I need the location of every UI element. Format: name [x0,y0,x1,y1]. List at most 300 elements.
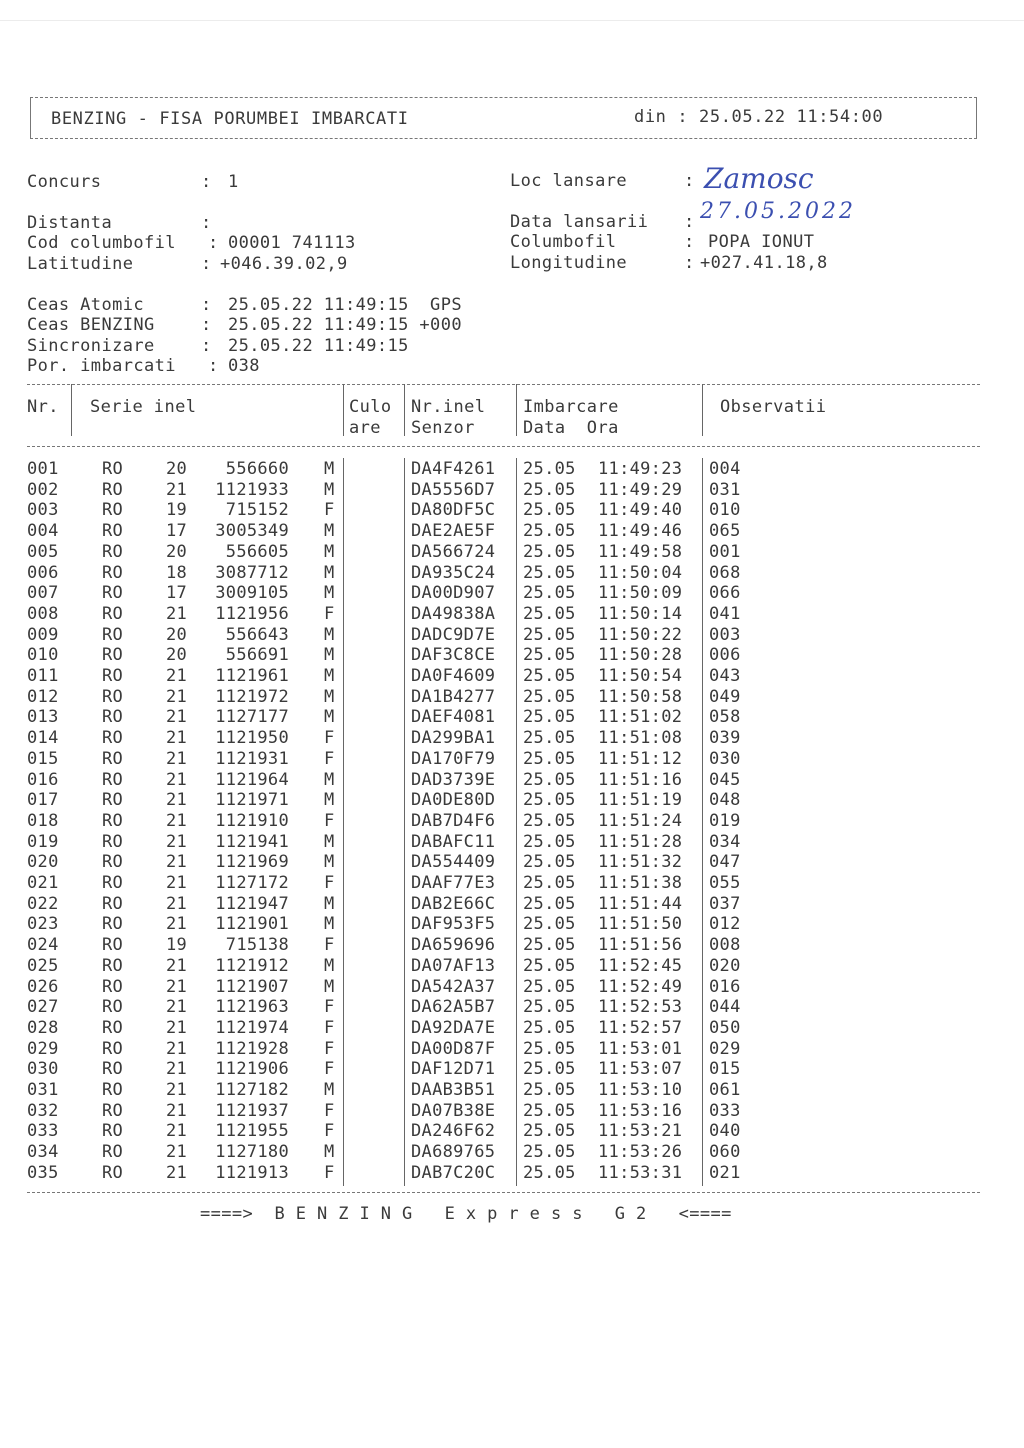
ring-number: 1121912 [215,955,289,976]
ring-year: 21 [166,955,188,976]
boarding-date: 25.05 [523,707,576,728]
boarding-time: 11:52:45 [598,955,683,976]
sensor-id: DA62A5B7 [411,997,496,1018]
sensor-id: DAB7D4F6 [411,810,496,831]
sensor-id: DA49838A [411,603,496,624]
boarding-date: 25.05 [523,645,576,666]
ring-country: RO [102,500,124,521]
ring-number: 1121928 [215,1038,289,1059]
ring-year: 21 [166,1080,188,1100]
ring-year: 21 [166,1038,188,1059]
boarding-time: 11:53:21 [598,1121,683,1142]
data-lansarii-colon: : [684,212,695,232]
observation: 008 [709,935,741,956]
longitudine-colon: : [684,253,695,273]
ring-country: RO [102,624,124,645]
boarding-date: 25.05 [523,1080,576,1100]
ring-year: 21 [166,1059,188,1080]
boarding-time: 11:51:12 [598,748,683,769]
ring-year: 21 [166,831,188,852]
boarding-date: 25.05 [523,1142,576,1163]
row-number: 018 [27,810,59,831]
boarding-date: 25.05 [523,935,576,956]
ring-year: 21 [166,914,188,935]
columbofil-value: POPA IONUT [708,232,815,252]
pigeon-sex: M [324,666,335,686]
ring-year: 21 [166,976,188,997]
report-header [30,97,977,139]
pigeon-sex: M [324,976,335,997]
boarding-date: 25.05 [523,583,576,604]
observation: 030 [709,748,741,769]
ring-year: 20 [166,645,188,666]
ring-year: 20 [166,459,188,479]
table-bottom-rule [27,1192,980,1193]
observation: 015 [709,1059,741,1080]
col-header-nrinel-2: Senzor [411,418,475,438]
boarding-time: 11:49:46 [598,521,683,542]
latitudine-label: Latitudine [27,254,134,274]
table-row [0,811,1024,832]
table-row [0,1101,1024,1122]
boarding-time: 11:50:58 [598,686,683,707]
pigeon-sex: F [324,748,335,769]
sensor-id: DAEF4081 [411,707,496,728]
observation: 049 [709,686,741,707]
ring-country: RO [102,976,124,997]
boarding-date: 25.05 [523,541,576,562]
col-divider-senzor [516,384,517,436]
table-row [0,1018,1024,1039]
pigeon-sex: F [324,873,335,893]
col-header-imbarcare-1: Imbarcare [523,397,619,417]
ring-number: 1127180 [215,1142,289,1163]
observation: 012 [709,914,741,935]
ring-number: 1121913 [215,1162,289,1183]
ring-number: 715138 [225,935,289,956]
scan-edge [0,20,1024,21]
ring-number: 556691 [225,645,289,666]
distanta-colon: : [201,213,212,233]
row-number: 019 [27,831,59,852]
row-number: 001 [27,459,59,479]
col-header-culoare-2: are [349,418,381,438]
table-row [0,625,1024,646]
table-top-rule [27,384,980,385]
observation: 044 [709,997,741,1018]
observation: 061 [709,1080,741,1100]
boarding-time: 11:51:24 [598,810,683,831]
ring-year: 21 [166,1142,188,1163]
sensor-id: DAAF77E3 [411,873,496,893]
table-row [0,832,1024,853]
row-number: 022 [27,893,59,914]
sensor-id: DAAB3B51 [411,1080,496,1100]
ring-number: 1121971 [215,790,289,811]
columbofil-label: Columbofil [510,232,617,252]
row-number: 002 [27,479,59,500]
ring-country: RO [102,479,124,500]
ring-number: 1121955 [215,1121,289,1142]
report-date-label: din : [634,107,689,127]
table-row [0,977,1024,998]
ring-number: 1121910 [215,810,289,831]
ring-number: 3087712 [215,562,289,583]
sensor-id: DA659696 [411,935,496,956]
ring-year: 19 [166,935,188,956]
ring-country: RO [102,645,124,666]
row-number: 009 [27,624,59,645]
ring-year: 20 [166,541,188,562]
row-number: 021 [27,873,59,893]
ring-country: RO [102,459,124,479]
ring-year: 21 [166,790,188,811]
row-number: 025 [27,955,59,976]
ring-year: 21 [166,686,188,707]
boarding-time: 11:53:31 [598,1162,683,1183]
boarding-date: 25.05 [523,810,576,831]
ring-year: 21 [166,748,188,769]
table-row [0,1080,1024,1101]
ring-number: 1127172 [215,873,289,893]
ring-number: 1121931 [215,748,289,769]
sensor-id: DADC9D7E [411,624,496,645]
observation: 016 [709,976,741,997]
boarding-date: 25.05 [523,479,576,500]
ring-year: 21 [166,479,188,500]
pigeon-sex: F [324,935,335,956]
pigeon-sex: M [324,645,335,666]
sensor-id: DA07B38E [411,1100,496,1121]
ring-country: RO [102,521,124,542]
table-row [0,1163,1024,1184]
col-header-serie: Serie inel [90,397,197,417]
sensor-id: DA935C24 [411,562,496,583]
row-number: 007 [27,583,59,604]
row-number: 024 [27,935,59,956]
boarding-time: 11:53:16 [598,1100,683,1121]
ring-country: RO [102,603,124,624]
report-date [634,107,883,127]
imbarcati-label: Por. imbarcati [27,356,176,376]
observation: 047 [709,852,741,873]
boarding-time: 11:50:22 [598,624,683,645]
ring-number: 1127177 [215,707,289,728]
row-number: 014 [27,728,59,749]
boarding-date: 25.05 [523,955,576,976]
boarding-date: 25.05 [523,1038,576,1059]
cod-columbofil-label: Cod columbofil [27,233,176,253]
row-number: 035 [27,1162,59,1183]
ring-country: RO [102,935,124,956]
boarding-date: 25.05 [523,666,576,686]
ceas-atomic-value: 25.05.22 11:49:15 GPS [228,295,462,315]
ring-year: 21 [166,1162,188,1183]
loc-lansare-value: Zamosc [704,162,814,195]
table-row [0,1059,1024,1080]
ring-number: 1121947 [215,893,289,914]
pigeon-sex: F [324,1038,335,1059]
table-row [0,542,1024,563]
sensor-id: DAF953F5 [411,914,496,935]
row-number: 008 [27,603,59,624]
sensor-id: DA689765 [411,1142,496,1163]
cod-columbofil-value: 00001 741113 [228,233,356,253]
pigeon-sex: M [324,769,335,790]
ring-number: 556643 [225,624,289,645]
col-divider-imbarcare [702,384,703,436]
pigeon-sex: F [324,728,335,749]
sincronizare-label: Sincronizare [27,336,155,356]
ring-number: 715152 [225,500,289,521]
table-row [0,894,1024,915]
data-lansarii-value: 27.05.2022 [700,199,856,224]
boarding-time: 11:51:56 [598,935,683,956]
observation: 055 [709,873,741,893]
pigeon-sex: M [324,479,335,500]
ring-year: 17 [166,583,188,604]
pigeon-sex: M [324,562,335,583]
ring-country: RO [102,769,124,790]
ring-number: 556605 [225,541,289,562]
pigeon-sex: M [324,1080,335,1100]
pigeon-sex: M [324,686,335,707]
pigeon-sex: M [324,852,335,873]
longitudine-value: +027.41.18,8 [700,253,828,273]
concurs-label: Concurs [27,172,102,192]
observation: 020 [709,955,741,976]
boarding-date: 25.05 [523,976,576,997]
observation: 019 [709,810,741,831]
pigeon-sex: M [324,624,335,645]
ring-country: RO [102,852,124,873]
observation: 001 [709,541,741,562]
pigeon-sex: M [324,583,335,604]
ring-year: 20 [166,624,188,645]
ring-number: 556660 [225,459,289,479]
ring-year: 19 [166,500,188,521]
boarding-date: 25.05 [523,728,576,749]
sensor-id: DAB7C20C [411,1162,496,1183]
boarding-time: 11:50:04 [598,562,683,583]
benzing-footer: ====> B E N Z I N G E x p r e s s G 2 <==== [200,1204,732,1224]
row-number: 028 [27,1017,59,1038]
ring-country: RO [102,686,124,707]
sensor-id: DA80DF5C [411,500,496,521]
observation: 003 [709,624,741,645]
row-number: 020 [27,852,59,873]
boarding-date: 25.05 [523,1162,576,1183]
pigeon-sex: F [324,1100,335,1121]
observation: 004 [709,459,741,479]
observation: 041 [709,603,741,624]
col-divider-nr [71,384,72,436]
ceas-atomic-label: Ceas Atomic [27,295,144,315]
table-row [0,770,1024,791]
ring-number: 1121969 [215,852,289,873]
row-number: 029 [27,1038,59,1059]
ring-number: 3005349 [215,521,289,542]
ring-year: 21 [166,728,188,749]
boarding-time: 11:53:26 [598,1142,683,1163]
col-header-nr: Nr. [27,397,59,417]
table-row [0,1121,1024,1142]
boarding-date: 25.05 [523,831,576,852]
ring-country: RO [102,893,124,914]
boarding-date: 25.05 [523,790,576,811]
ring-year: 17 [166,521,188,542]
ring-year: 21 [166,810,188,831]
observation: 045 [709,769,741,790]
boarding-date: 25.05 [523,603,576,624]
ring-number: 1121964 [215,769,289,790]
observation: 065 [709,521,741,542]
sensor-id: DA554409 [411,852,496,873]
row-number: 032 [27,1100,59,1121]
ring-country: RO [102,1162,124,1183]
pigeon-sex: M [324,914,335,935]
col-header-nrinel-1: Nr.inel [411,397,486,417]
ring-number: 1121974 [215,1017,289,1038]
boarding-time: 11:51:32 [598,852,683,873]
boarding-date: 25.05 [523,686,576,707]
col-divider-serie [343,384,344,436]
boarding-time: 11:49:23 [598,459,683,479]
boarding-time: 11:51:19 [598,790,683,811]
ring-country: RO [102,707,124,728]
observation: 043 [709,666,741,686]
concurs-value: 1 [228,172,239,192]
sensor-id: DA0DE80D [411,790,496,811]
boarding-time: 11:50:28 [598,645,683,666]
boarding-time: 11:49:58 [598,541,683,562]
table-row [0,583,1024,604]
pigeon-sex: F [324,1162,335,1183]
report-title: BENZING - FISA PORUMBEI IMBARCATI [51,109,409,129]
latitudine-value: +046.39.02,9 [220,254,348,274]
ring-country: RO [102,562,124,583]
boarding-date: 25.05 [523,1017,576,1038]
boarding-time: 11:51:16 [598,769,683,790]
boarding-date: 25.05 [523,459,576,479]
boarding-time: 11:51:28 [598,831,683,852]
ring-number: 1121937 [215,1100,289,1121]
boarding-date: 25.05 [523,769,576,790]
boarding-time: 11:52:49 [598,976,683,997]
ring-year: 21 [166,852,188,873]
col-header-observatii: Observatii [720,397,827,417]
sensor-id: DA246F62 [411,1121,496,1142]
observation: 068 [709,562,741,583]
row-number: 013 [27,707,59,728]
ceas-benzing-label: Ceas BENZING [27,315,155,335]
boarding-time: 11:50:14 [598,603,683,624]
observation: 029 [709,1038,741,1059]
boarding-time: 11:52:53 [598,997,683,1018]
ring-year: 21 [166,1121,188,1142]
pigeon-sex: M [324,1142,335,1163]
sensor-id: DA07AF13 [411,955,496,976]
sincronizare-colon: : [201,336,212,356]
ring-country: RO [102,1038,124,1059]
boarding-date: 25.05 [523,562,576,583]
sensor-id: DA4F4261 [411,459,496,479]
ring-number: 1121901 [215,914,289,935]
ring-country: RO [102,790,124,811]
sensor-id: DAF3C8CE [411,645,496,666]
row-number: 017 [27,790,59,811]
boarding-date: 25.05 [523,748,576,769]
observation: 058 [709,707,741,728]
row-number: 015 [27,748,59,769]
table-row [0,914,1024,935]
table-row [0,645,1024,666]
sensor-id: DA5556D7 [411,479,496,500]
observation: 031 [709,479,741,500]
ring-number: 1121906 [215,1059,289,1080]
table-row [0,687,1024,708]
table-row [0,563,1024,584]
ceas-atomic-colon: : [201,295,212,315]
row-number: 030 [27,1059,59,1080]
boarding-date: 25.05 [523,997,576,1018]
sensor-id: DA92DA7E [411,1017,496,1038]
boarding-date: 25.05 [523,852,576,873]
table-row [0,728,1024,749]
observation: 034 [709,831,741,852]
boarding-date: 25.05 [523,873,576,893]
pigeon-sex: F [324,1059,335,1080]
ring-country: RO [102,666,124,686]
table-row [0,604,1024,625]
ring-number: 1127182 [215,1080,289,1100]
pigeon-sex: F [324,500,335,521]
ring-year: 21 [166,707,188,728]
sincronizare-value: 25.05.22 11:49:15 [228,336,409,356]
ring-country: RO [102,1080,124,1100]
table-row [0,997,1024,1018]
ring-number: 1121963 [215,997,289,1018]
row-number: 004 [27,521,59,542]
boarding-time: 11:53:01 [598,1038,683,1059]
columbofil-colon: : [684,232,695,252]
sensor-id: DA1B4277 [411,686,496,707]
pigeon-sex: F [324,1121,335,1142]
col-header-imbarcare-2: Data Ora [523,418,619,438]
boarding-time: 11:49:40 [598,500,683,521]
row-number: 026 [27,976,59,997]
boarding-time: 11:53:10 [598,1080,683,1100]
longitudine-label: Longitudine [510,253,627,273]
cod-columbofil-colon: : [208,233,219,253]
sensor-id: DAF12D71 [411,1059,496,1080]
observation: 033 [709,1100,741,1121]
imbarcati-value: 038 [228,356,260,376]
boarding-date: 25.05 [523,914,576,935]
row-number: 003 [27,500,59,521]
row-number: 011 [27,666,59,686]
boarding-time: 11:50:09 [598,583,683,604]
row-number: 034 [27,1142,59,1163]
table-row [0,459,1024,480]
sensor-id: DA542A37 [411,976,496,997]
ring-year: 21 [166,666,188,686]
table-row [0,666,1024,687]
ring-country: RO [102,748,124,769]
ring-country: RO [102,1121,124,1142]
ring-number: 1121907 [215,976,289,997]
ring-country: RO [102,955,124,976]
